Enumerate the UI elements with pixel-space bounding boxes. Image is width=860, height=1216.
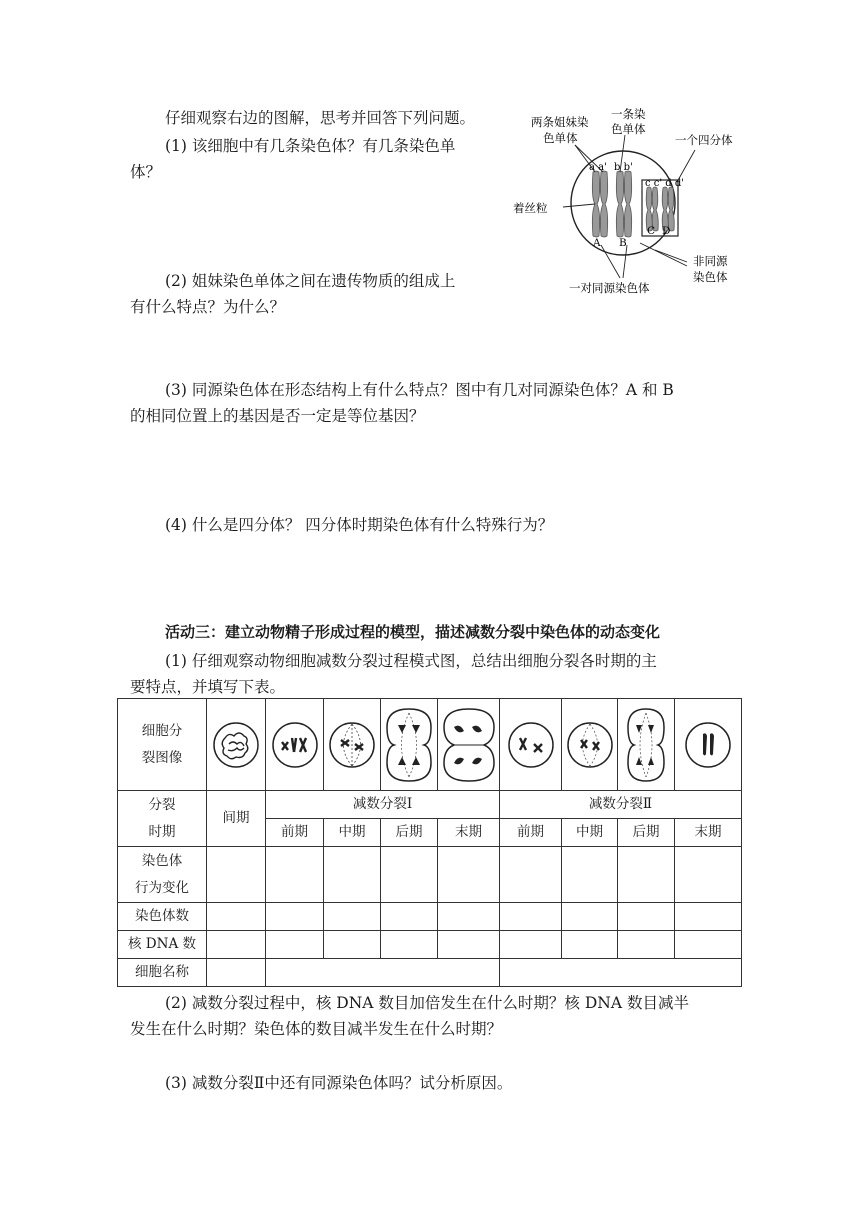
blank-cell — [438, 903, 500, 931]
cell-image-m1-anaphase — [381, 699, 438, 791]
cell-image-m2-telophase — [675, 699, 742, 791]
followup-2-line-2: 发生在什么时期？染色体的数目减半发生在什么时期？ — [130, 1020, 503, 1038]
label-sister-chromatids-2: 色单体 — [543, 131, 578, 145]
blank-cell — [207, 959, 266, 987]
cell-image-m1-metaphase — [324, 699, 381, 791]
question-2-line-2: 有什么特点？为什么？ — [130, 298, 286, 316]
table-row-dna-count — [118, 931, 742, 959]
blank-cell — [618, 903, 675, 931]
blank-cell — [618, 931, 675, 959]
blank-cell — [500, 847, 562, 903]
cell-image-m1-telophase — [438, 699, 500, 791]
label-single-chromatid-1: 一条染 — [611, 107, 646, 121]
blank-cell — [562, 903, 618, 931]
row-label-cell-behavior — [118, 847, 207, 903]
blank-cell — [562, 931, 618, 959]
label-nonhomologous-2: 染色体 — [693, 270, 728, 284]
question-4: (4) 什么是四分体？ 四分体时期染色体有什么特殊行为？ — [165, 516, 554, 534]
phase-header: 前期 — [500, 819, 562, 847]
label-nonhomologous-1: 非同源 — [693, 254, 728, 268]
blank-cell — [438, 931, 500, 959]
blank-cell — [266, 931, 324, 959]
blank-cell — [324, 903, 381, 931]
allele-b-label: b b' — [614, 162, 633, 173]
blank-cell — [618, 847, 675, 903]
m1-anaphase-cell-image — [384, 707, 434, 783]
interphase-header: 间期 — [207, 791, 266, 847]
meiosis-1-header: 减数分裂Ⅰ — [266, 791, 500, 819]
allele-cd-label: c c' d d' — [645, 178, 685, 189]
row-label-cell-name: 细胞名称 — [118, 959, 207, 987]
blank-cell — [675, 903, 742, 931]
phase-header: 末期 — [438, 819, 500, 847]
m2-metaphase-cell-image — [565, 720, 615, 770]
cell-image-m2-prophase — [500, 699, 562, 791]
m2-anaphase-cell-image — [626, 707, 666, 783]
blank-cell — [562, 847, 618, 903]
followup-3: (3) 减数分裂Ⅱ中还有同源染色体吗？试分析原因。 — [165, 1074, 513, 1092]
activity-paragraph-line-1: (1) 仔细观察动物细胞减数分裂过程模式图，总结出细胞分裂各时期的主 — [165, 652, 657, 670]
blank-cell-merged — [500, 959, 742, 987]
chromosome-diagram — [505, 100, 755, 300]
row-label-behavior-1: 染色体 — [141, 852, 183, 869]
activity-title: 活动三：建立动物精子形成过程的模型，描述减数分裂中染色体的动态变化 — [165, 623, 661, 641]
m1-metaphase-cell-image — [327, 720, 377, 770]
blank-cell — [675, 931, 742, 959]
question-2-line-1: (2) 姐妹染色单体之间在遗传物质的组成上 — [165, 272, 456, 290]
row-label-phase-2: 时期 — [148, 823, 176, 840]
allele-a-label: a a' — [589, 162, 607, 173]
blank-cell — [266, 847, 324, 903]
label-tetrad: 一个四分体 — [675, 133, 733, 147]
row-label-cell-phase — [118, 791, 207, 847]
letter-b: B — [619, 237, 627, 249]
blank-cell — [324, 931, 381, 959]
row-label-image-1: 细胞分 — [141, 722, 183, 739]
phase-header: 中期 — [324, 819, 381, 847]
row-label-cell-image — [118, 699, 207, 791]
question-1-line-1: (1) 该细胞中有几条染色体？有几条染色单 — [165, 137, 456, 155]
blank-cell — [207, 847, 266, 903]
table-row-phase-groups — [118, 791, 742, 819]
table-row-cell-name — [118, 959, 742, 987]
blank-cell — [500, 931, 562, 959]
blank-cell — [324, 847, 381, 903]
row-label-chrom-count: 染色体数 — [118, 903, 207, 931]
blank-cell — [381, 847, 438, 903]
m2-telophase-cell-image — [683, 720, 733, 770]
table-row-chrom-count — [118, 903, 742, 931]
table-row-behavior — [118, 847, 742, 903]
blank-cell-merged — [266, 959, 500, 987]
letter-d: D — [662, 225, 671, 237]
m1-prophase-cell-image — [270, 720, 320, 770]
blank-cell — [381, 903, 438, 931]
phase-header: 后期 — [381, 819, 438, 847]
blank-cell — [266, 903, 324, 931]
row-label-phase-1: 分裂 — [148, 796, 176, 813]
phase-header: 后期 — [618, 819, 675, 847]
label-sister-chromatids-1: 两条姐妹染 — [531, 115, 589, 129]
row-label-dna-count: 核 DNA 数 — [118, 931, 207, 959]
activity-paragraph-line-2: 要特点，并填写下表。 — [130, 678, 286, 696]
blank-cell — [381, 931, 438, 959]
label-homologous-pair: 一对同源染色体 — [569, 281, 650, 295]
question-1-line-2: 体？ — [130, 163, 162, 181]
cell-image-m2-metaphase — [562, 699, 618, 791]
letter-c: C — [647, 225, 656, 237]
label-centromere: 着丝粒 — [513, 201, 548, 215]
phase-header: 前期 — [266, 819, 324, 847]
m1-telophase-cell-image — [442, 707, 496, 783]
blank-cell — [438, 847, 500, 903]
phase-header: 中期 — [562, 819, 618, 847]
question-3-line-1: (3) 同源染色体在形态结构上有什么特点？图中有几对同源染色体？A 和 B — [165, 381, 674, 399]
table-row-images — [118, 699, 742, 791]
row-label-behavior-2: 行为变化 — [135, 879, 189, 896]
row-label-image-2: 裂图像 — [141, 749, 183, 766]
meiosis-table — [117, 698, 742, 987]
cell-image-m1-prophase — [266, 699, 324, 791]
label-single-chromatid-2: 色单体 — [611, 122, 646, 136]
cell-image-m2-anaphase — [618, 699, 675, 791]
blank-cell — [207, 931, 266, 959]
intro-text: 仔细观察右边的图解，思考并回答下列问题。 — [165, 109, 476, 127]
blank-cell — [207, 903, 266, 931]
letter-a: A — [593, 237, 601, 249]
cell-image-interphase — [207, 699, 266, 791]
interphase-cell-image — [211, 720, 261, 770]
blank-cell — [500, 903, 562, 931]
meiosis-2-header: 减数分裂Ⅱ — [500, 791, 742, 819]
followup-2-line-1: (2) 减数分裂过程中，核 DNA 数目加倍发生在什么时期？核 DNA 数目减半 — [165, 994, 689, 1012]
blank-cell — [675, 847, 742, 903]
question-3-line-2: 的相同位置上的基因是否一定是等位基因？ — [130, 407, 425, 425]
m2-prophase-cell-image — [506, 720, 556, 770]
phase-header: 末期 — [675, 819, 742, 847]
